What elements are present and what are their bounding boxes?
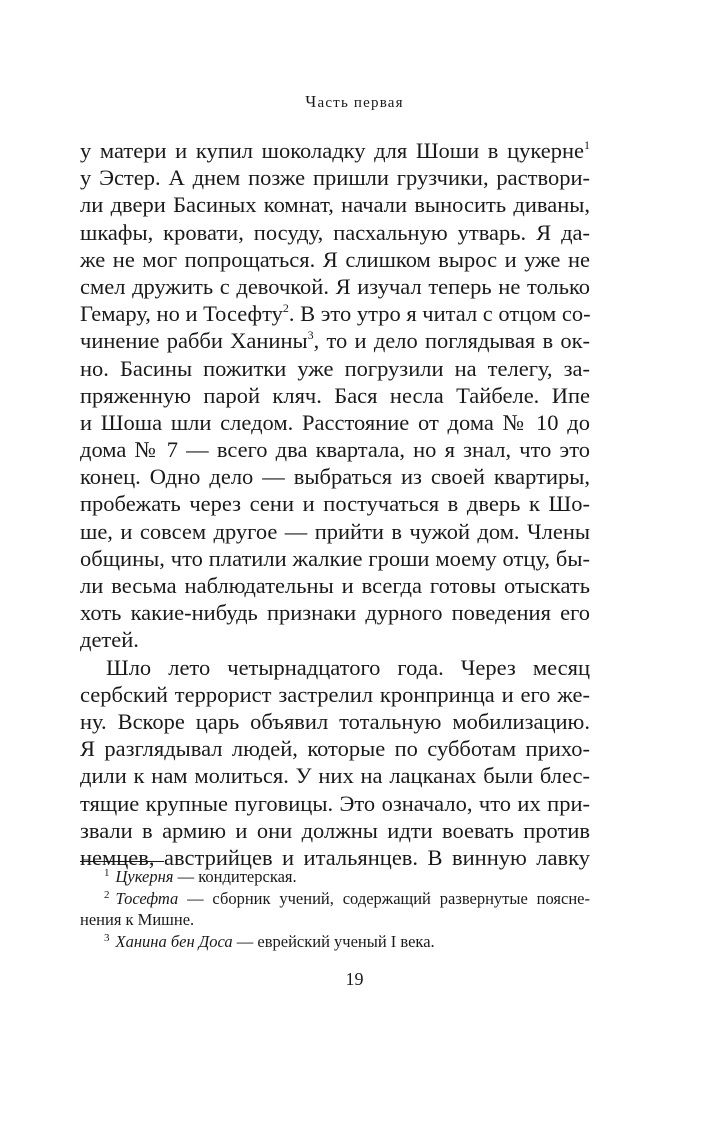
footnote-ref-1: 1 [584,138,590,152]
text-line: пряженную парой кляч. Бася несла Тайбеле. Ипе [80,382,590,408]
footnote-text: — еврейский ученый I века. [232,931,435,951]
running-head-rest: асть первая [317,95,404,111]
text-line: же не мог попрощаться. Я слишком вырос и уже не [80,246,590,272]
text-line: ли двери Басиных комнат, начали выносить диваны, [80,192,590,218]
footnote-text: — кондитерская. [173,867,297,886]
page-number: 19 [345,969,364,989]
text-line: у матери и купил шоколадку для Шоши в цукерне$^1$ [80,138,590,163]
text-line: хоть какие-нибудь признаки дурного поведения его [80,600,590,626]
footnote-term: Цукерня [115,867,174,886]
footnote-number: 1 [104,867,110,879]
text-line: смел дружить с девочкой. Я изучал теперь не только [80,273,590,299]
text-line: дома № 7 — всего два квартала, но я знал, что это [80,437,590,463]
text-line: ну. Вскоре царь объявил тотальную мобилизацию. [80,708,590,734]
footnote-2-continuation: нения к Мишне. [80,910,195,929]
text-line: Я разглядывал людей, которые по субботам прихо- [80,736,590,762]
text-line: чинение рабби Ханины$^3$, то и дело поглядывая в ок- [80,328,590,354]
text-line: сербский террорист застрелил кронпринца и его же- [80,681,590,707]
text-line: тящие крупные пуговицы. Это означало, что их при- [80,790,590,816]
text-line: дили к нам молиться. У них на лацканах были блес- [80,763,590,789]
text-line: немцев, австрийцев и итальянцев. В винную лавку [80,844,590,870]
footnote-number: 2 [104,888,110,901]
text-line: общины, что платили жалкие гроши моему отцу, бы- [80,545,590,571]
footnote-ref-3: 3 [307,328,314,343]
text-line: у Эстер. А днем позже пришли грузчики, раствори- [80,165,590,191]
footnote-3 [80,931,590,953]
footnotes [80,866,590,952]
text-line: ше, и совсем другое — прийти в чужой дом. Члены [80,518,590,544]
footnote-term: Ханина бен Доса [115,931,233,951]
footnote-1 [80,866,590,888]
footnote-term: Тосефта [115,888,179,908]
footnote-divider [80,861,164,862]
running-head-initial: Ч [305,92,318,111]
text-line: ли весьма наблюдательны и всегда готовы отыскать [80,573,590,598]
text-line: конец. Одно дело — выбраться из своей квартиры, [80,464,590,490]
running-head [0,92,709,112]
text-line: но. Басины пожитки уже погрузили на телегу, за- [80,355,590,381]
text-line: шкафы, кровати, посуду, пасхальную утварь. Я да- [80,219,590,245]
text-line: пробежать через сени и постучаться в дверь к Шо- [80,491,590,517]
footnote-text: — сборник учений, содержащий развернутые поясне- [178,888,590,908]
text-line: звали в армию и они должны идти воевать против [80,817,590,843]
footnote-ref-2: 2 [282,301,289,316]
footnote-number: 3 [104,931,110,944]
text-line: и Шоша шли следом. Расстояние от дома № 10 до [80,409,590,435]
text-line: детей. [80,627,139,653]
text-line: Гемару, но и Тосефту$^2$. В это утро я читал с отцом со- [80,301,591,327]
footnote-2 [80,888,590,910]
body-text [80,137,590,871]
text-line: Шло лето четырнадцатого года. Через месяц [106,654,590,680]
